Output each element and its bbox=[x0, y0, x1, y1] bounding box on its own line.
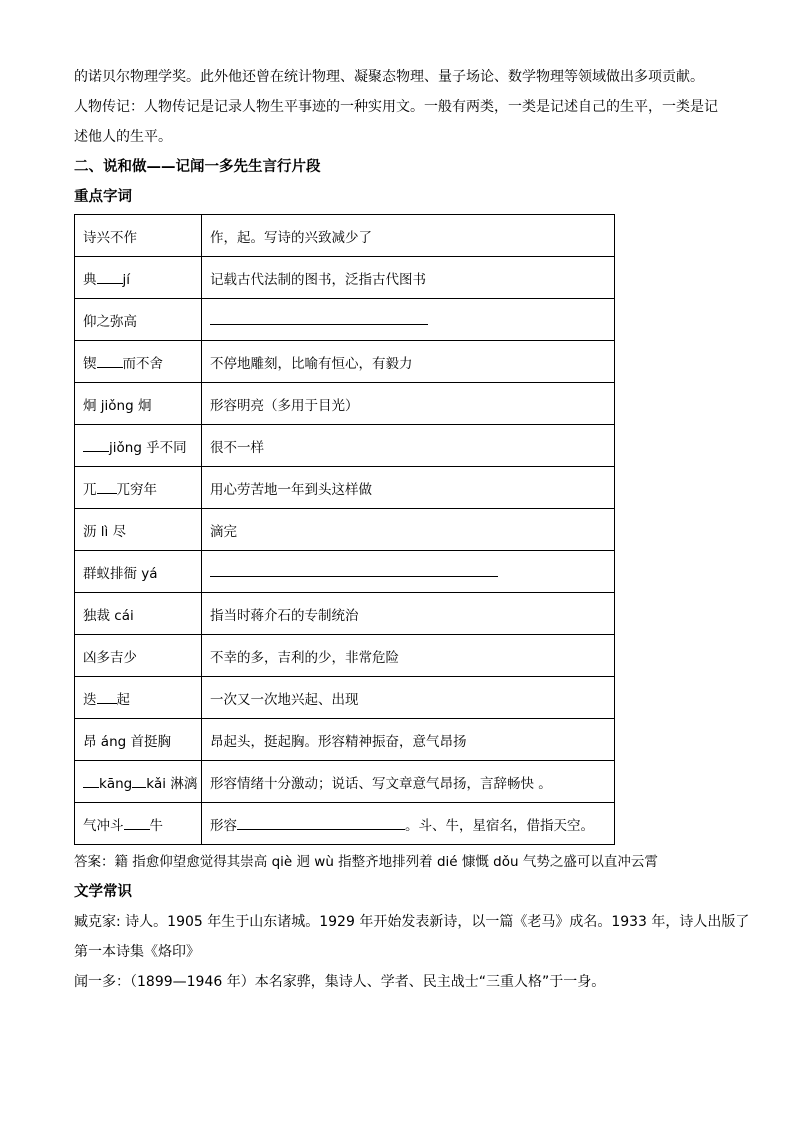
table-row bbox=[75, 635, 615, 677]
table-row bbox=[75, 509, 615, 551]
vocab-heading: 重点字词 bbox=[74, 189, 132, 205]
biography-paragraph: 人物传记：人物传记是记录人物生平事迹的一种实用文。一般有两类，一类是记述自己的生平，一类是记述他人的生平。 bbox=[74, 99, 718, 145]
fill-blank[interactable] bbox=[210, 310, 428, 325]
table-row bbox=[75, 593, 615, 635]
table-row bbox=[75, 215, 615, 257]
meaning-cell: 形容明亮（多用于目光） bbox=[202, 383, 615, 425]
word-cell: kāng kǎi 淋漓 bbox=[75, 761, 202, 803]
meaning-cell: 滴完 bbox=[202, 509, 615, 551]
meaning-cell: 指当时蒋介石的专制统治 bbox=[202, 593, 615, 635]
meaning-cell bbox=[202, 299, 615, 341]
word-cell: 凶多吉少 bbox=[75, 635, 202, 677]
table-row bbox=[75, 425, 615, 467]
word-cell: 独裁 cái bbox=[75, 593, 202, 635]
word-cell: jiǒng 乎不同 bbox=[75, 425, 202, 467]
table-row bbox=[75, 761, 615, 803]
meaning-cell: 不幸的多，吉利的少，非常危险 bbox=[202, 635, 615, 677]
vocab-table bbox=[74, 214, 615, 845]
table-row bbox=[75, 719, 615, 761]
word-cell: 仰之弥高 bbox=[75, 299, 202, 341]
meaning-cell: 一次又一次地兴起、出现 bbox=[202, 677, 615, 719]
section-title: 二、说和做——记闻一多先生言行片段 bbox=[74, 159, 321, 175]
fill-blank[interactable] bbox=[124, 815, 150, 830]
meaning-cell: 不停地雕刻，比喻有恒心，有毅力 bbox=[202, 341, 615, 383]
meaning-cell: 作，起。写诗的兴致减少了 bbox=[202, 215, 615, 257]
table-row bbox=[75, 257, 615, 299]
table-row bbox=[75, 467, 615, 509]
word-cell: 昂 áng 首挺胸 bbox=[75, 719, 202, 761]
meaning-cell: 记载古代法制的图书，泛指古代图书 bbox=[202, 257, 615, 299]
fill-blank[interactable] bbox=[83, 773, 99, 788]
fill-blank[interactable] bbox=[132, 773, 146, 788]
fill-blank[interactable] bbox=[97, 689, 117, 704]
literature-heading: 文学常识 bbox=[74, 884, 132, 900]
table-row bbox=[75, 299, 615, 341]
word-cell: 炯 jiǒng 炯 bbox=[75, 383, 202, 425]
word-cell: 典 jí bbox=[75, 257, 202, 299]
fill-blank[interactable] bbox=[83, 437, 109, 452]
table-row bbox=[75, 551, 615, 593]
table-row bbox=[75, 383, 615, 425]
word-cell: 兀 兀穷年 bbox=[75, 467, 202, 509]
meaning-cell bbox=[202, 551, 615, 593]
intro-line: 的诺贝尔物理学奖。此外他还曾在统计物理、凝聚态物理、量子场论、数学物理等领域做出多项贡献。 bbox=[74, 69, 704, 85]
meaning-cell: 用心劳苦地一年到头这样做 bbox=[202, 467, 615, 509]
meaning-cell: 形容情绪十分激动；说话、写文章意气昂扬，言辞畅快 。 bbox=[202, 761, 615, 803]
word-cell: 群蚁排衙 yá bbox=[75, 551, 202, 593]
zang-kejia-line2: 第一本诗集《烙印》 bbox=[74, 944, 200, 960]
fill-blank[interactable] bbox=[97, 353, 123, 368]
wen-yiduo-line: 闻一多：（1899—1946 年）本名家骅，集诗人、学者、民主战士“三重人格”于一身。 bbox=[74, 974, 606, 990]
fill-blank[interactable] bbox=[210, 562, 498, 577]
fill-blank[interactable] bbox=[97, 479, 117, 494]
fill-blank[interactable] bbox=[237, 815, 405, 830]
document-page bbox=[74, 62, 750, 997]
word-cell: 沥 lì 尽 bbox=[75, 509, 202, 551]
fill-blank[interactable] bbox=[97, 269, 123, 284]
table-row bbox=[75, 341, 615, 383]
word-cell: 锲 而不舍 bbox=[75, 341, 202, 383]
zang-kejia-line1: 臧克家: 诗人。1905 年生于山东诸城。1929 年开始发表新诗，以一篇《老马》成名。1933 年，诗人出版了 bbox=[74, 914, 750, 930]
meaning-cell: 昂起头，挺起胸。形容精神振奋，意气昂扬 bbox=[202, 719, 615, 761]
word-cell: 诗兴不作 bbox=[75, 215, 202, 257]
table-row bbox=[75, 677, 615, 719]
meaning-cell: 很不一样 bbox=[202, 425, 615, 467]
word-cell: 迭 起 bbox=[75, 677, 202, 719]
meaning-cell: 形容 。斗、牛，星宿名，借指天空。 bbox=[202, 803, 615, 845]
table-row bbox=[75, 803, 615, 845]
answer-line: 答案：籍 指愈仰望愈觉得其崇高 qiè 迥 wù 指整齐地排列着 dié 慷慨 dǒu 气势之盛可以直冲云霄 bbox=[74, 854, 658, 870]
word-cell: 气冲斗 牛 bbox=[75, 803, 202, 845]
